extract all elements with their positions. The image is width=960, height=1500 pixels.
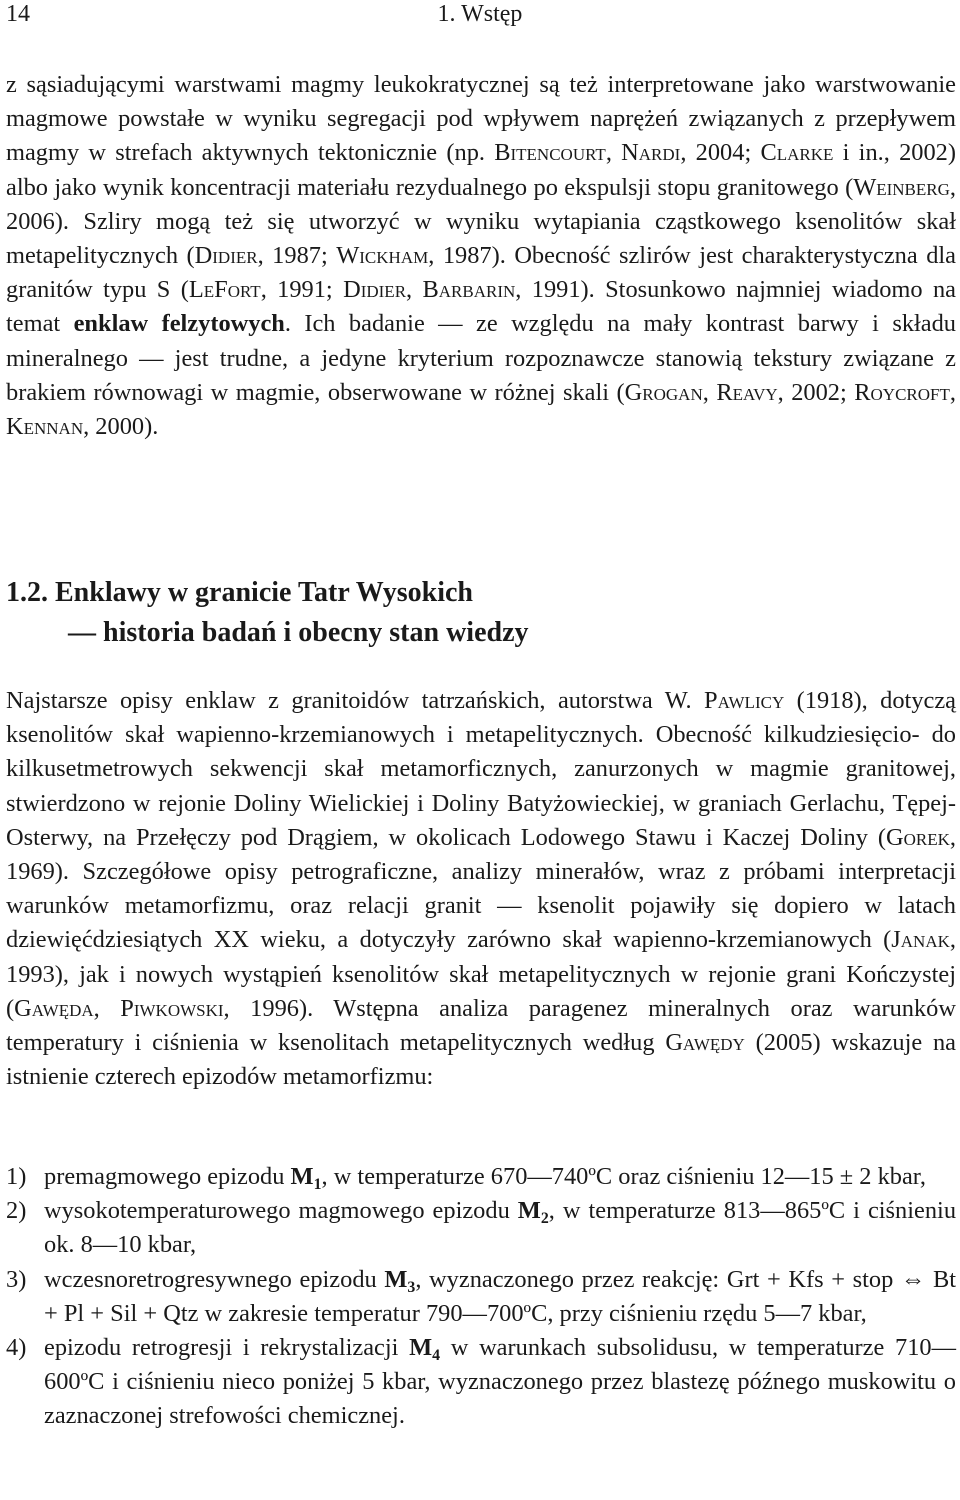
subscript: 3 <box>407 1278 416 1296</box>
citation-author: Kennan <box>6 413 84 441</box>
citation-author: Gorek <box>885 823 950 851</box>
list-item <box>6 1194 956 1262</box>
episode-symbol <box>384 1265 416 1296</box>
text-run: premagmowego epizodu <box>44 1163 291 1190</box>
citation-author: Gawęda <box>14 994 94 1022</box>
text-run: w warunkach subsolidusu, w temperaturze 710—600ºC i ciśnieniu nieco poniżej 5 kbar, wyznaczonego przez blastezę późnego muskowitu o zaznaczonej strefowości chemicznej. <box>44 1334 956 1430</box>
subscript: 4 <box>432 1346 441 1364</box>
citation-author: Gawędy <box>665 1029 745 1057</box>
running-head <box>0 0 960 34</box>
text-run: M <box>517 1197 541 1225</box>
text-run: wczesnoretrogresywnego epizodu <box>44 1265 385 1293</box>
text-run: z sąsiadującymi warstwami magmy leukokratycznej są też interpretowane jako warstwowanie magmowe powstałe w wyniku segregacji pod wpływem naprężeń związanych z przepływem magmy w strefach aktywnych tektonicznie (np. <box>6 71 956 167</box>
text-run: , <box>702 378 717 406</box>
text-run: , w temperaturze 813—865ºC i ciśnieniu ok. 8—10 kbar, <box>44 1197 957 1259</box>
text-run: , <box>93 994 121 1022</box>
citation-author: Clarke <box>760 139 834 167</box>
list-number: 1) <box>6 1163 27 1190</box>
emphasized-term: enklaw felzytowych <box>73 310 285 338</box>
citation-author: Bitencourt <box>494 139 606 167</box>
citation-author: Pawlicy <box>704 687 785 714</box>
text-run: , 1987). Obecność szlirów jest charakterystyczna dla granitów typu S ( <box>6 242 957 304</box>
list-number: 4) <box>6 1334 27 1362</box>
page-number: 14 <box>6 1 30 27</box>
text-run: epizodu retrogresji i rekrystalizacji <box>44 1334 410 1362</box>
text-run: i in., 2002) albo jako wynik koncentracji materiału rezydualnego po ekspulsji stopu granitowego ( <box>6 139 956 201</box>
paragraph-enclaves-history <box>6 684 956 1094</box>
text-run: , 2002; <box>777 378 855 406</box>
text-run: , wyznaczonego przez reakcję: Grt + Kfs + stop ⇔ Bt + Pl + Sil + Qtz w zakresie temperatur 790—700ºC, przy ciśnieniu rzędu 5—7 kbar, <box>44 1265 956 1327</box>
text-run: , <box>406 276 423 304</box>
paragraph-schlieren <box>6 68 956 444</box>
metamorphic-episodes-list <box>6 1160 956 1434</box>
citation-author: Piwkowski <box>120 994 224 1022</box>
citation-author: LeFort <box>188 276 261 304</box>
list-item <box>6 1331 956 1434</box>
citation-author: Grogan <box>624 378 703 406</box>
citation-author: Reavy <box>716 378 778 406</box>
text-run: , w temperaturze 670—740ºC oraz ciśnieniu 12—15 ± 2 kbar, <box>321 1163 927 1190</box>
text-run: M <box>409 1334 433 1362</box>
text-run: wysokotemperaturowego magmowego epizodu <box>44 1197 518 1225</box>
list-item <box>6 1263 956 1331</box>
text-run: (1918), dotyczą ksenolitów skał wapienno-krzemianowych i metapelitycznych. Obecność kilkudziesięcio- do kilkusetmetrowych sekwencji skał metamorficznych, zanurzonych w magmie granitowej, stwierdzono w rejonie Doliny Wielickiej i Doliny Batyżowieckiej, w graniach Gerlachu, Tępej-Osterwy, na Przełęczy pod Drągiem, w okolicach Lodowego Stawu i Kaczej Doliny ( <box>6 687 956 851</box>
text-run: , 1993), jak i nowych wystąpień ksenolitów skał metapelitycznych w rejonie grani Kończystej ( <box>6 926 956 1022</box>
text-run: , 2006). Szliry mogą też się utworzyć w wyniku wytapiania cząstkowego ksenolitów skał metapelitycznych ( <box>6 173 956 270</box>
chapter-title: 1. Wstęp <box>437 1 523 27</box>
text-run: (2005) wskazuje na istnienie czterech epizodów metamorfizmu: <box>6 1029 956 1091</box>
text-run: , 1987; <box>257 242 337 270</box>
subscript: 1 <box>313 1175 322 1193</box>
episode-symbol <box>290 1163 322 1193</box>
section-heading: 1.2. Enklawy w granicie Tatr Wysokich <box>6 577 474 608</box>
text-run: , 1991). Stosunkowo najmniej wiadomo na temat <box>6 276 956 338</box>
citation-author: Roycroft <box>854 378 950 406</box>
list-number: 2) <box>6 1197 27 1225</box>
text-run: , <box>949 378 956 406</box>
list-item <box>6 1160 956 1194</box>
citation-author: Janak <box>891 926 950 954</box>
text-run: , 1991; <box>260 276 344 304</box>
text-run: , 1996). Wstępna analiza paragenez mineralnych oraz warunków temperatury i ciśnienia w ksenolitach metapelitycznych według <box>6 994 956 1057</box>
section-heading-line2: — historia badań i obecny stan wiedzy <box>68 617 529 648</box>
subscript: 2 <box>540 1209 549 1227</box>
citation-author: Barbarin <box>422 276 516 304</box>
citation-author: Weinberg <box>853 173 950 201</box>
text-run: M <box>290 1163 314 1190</box>
citation-author: Nardi <box>621 139 681 167</box>
text-run: M <box>384 1265 408 1293</box>
citation-author: Didier <box>194 242 258 270</box>
episode-symbol <box>409 1334 441 1364</box>
text-run: , <box>605 139 622 167</box>
text-run: Najstarsze opisy enklaw z granitoidów tatrzańskich, autorstwa W. <box>6 687 705 714</box>
text-run: , 2004; <box>680 139 761 167</box>
citation-author: Wickham <box>336 242 429 270</box>
text-run: , 1969). Szczegółowe opisy petrograficzne, analizy minerałów, wraz z próbami interpretacji warunków metamorfizmu, oraz relacji granit — ksenolit pojawiły się dopiero w latach dziewięćdziesiątych XX wieku, a dotyczyły zarówno skał wapienno-krzemianowych ( <box>6 823 956 954</box>
text-run: , 2000). <box>83 413 159 441</box>
episode-symbol <box>517 1197 549 1227</box>
list-number: 3) <box>6 1265 27 1293</box>
citation-author: Didier <box>343 276 407 304</box>
text-run: . Ich badanie — ze względu na mały kontrast barwy i składu mineralnego — jest trudne, a jedyne kryterium rozpoznawcze stanowią tekstury związane z brakiem równowagi w magmie, obserwowane w różnej skali ( <box>6 310 957 406</box>
